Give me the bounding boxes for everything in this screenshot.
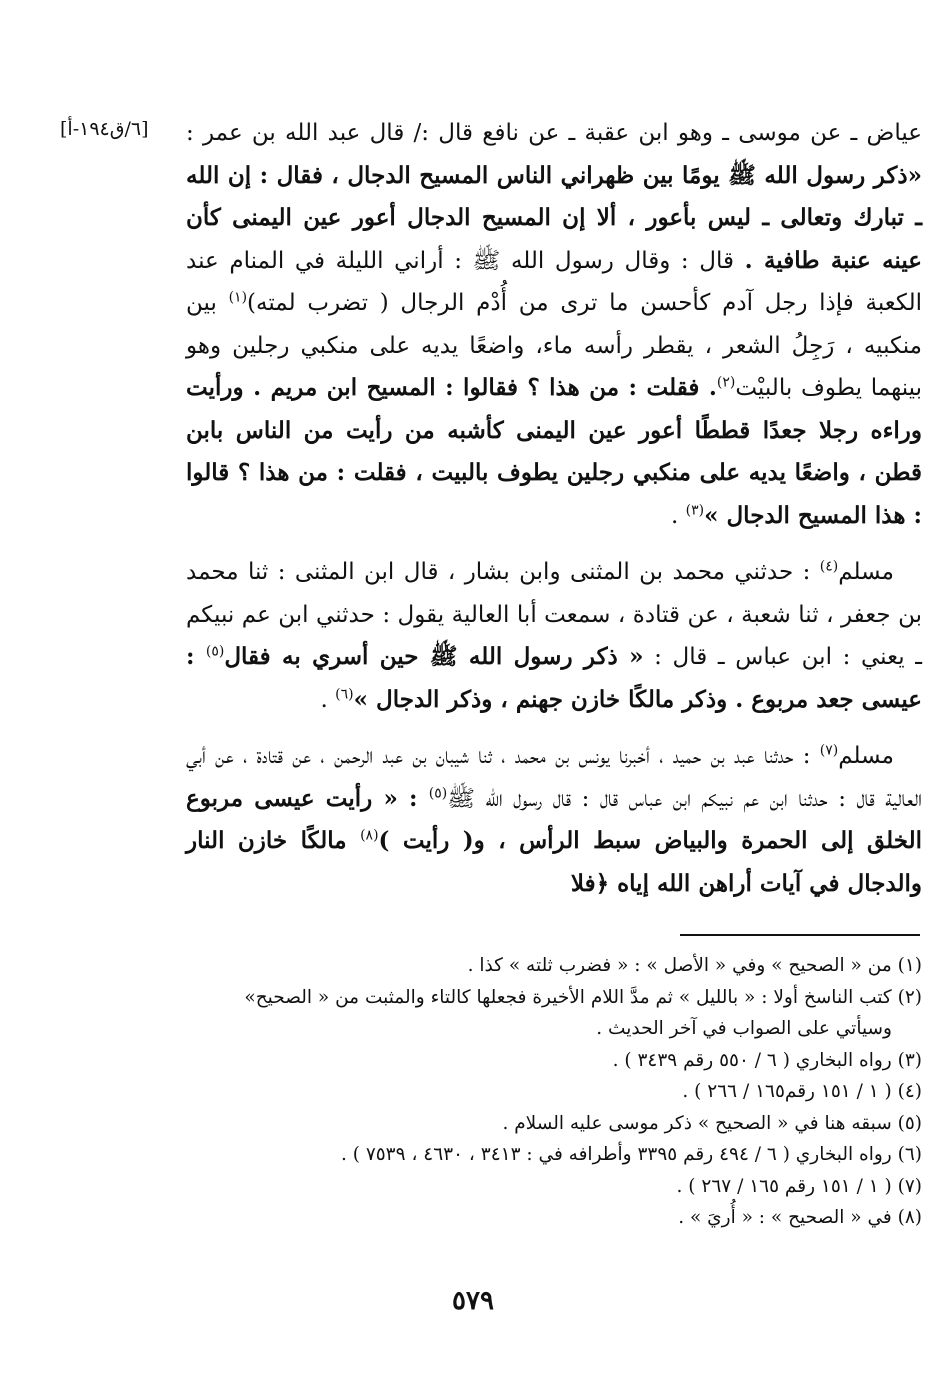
paragraph-muslim-second bbox=[186, 735, 922, 905]
footnote-4: (٤) ( ١ / ١٥١ رقم١٦٥ / ٢٦٦ ) . bbox=[682, 1081, 922, 1102]
hadith-text: « ذكر رسول الله ﷺ حين أسري به فقال bbox=[224, 643, 644, 670]
page-number: ٥٧٩ bbox=[452, 1286, 494, 1316]
footnote-marker[interactable]: (٥) bbox=[428, 784, 448, 801]
footnote-7: (٧) ( ١ / ١٥١ رقم ١٦٥ / ٢٦٧ ) . bbox=[676, 1175, 922, 1197]
footnote-marker[interactable]: (١) bbox=[228, 289, 248, 306]
footnote-marker[interactable]: (٥) bbox=[205, 643, 225, 660]
punctuation: . bbox=[671, 502, 686, 529]
manuscript-folio-reference: [٦/ق١٩٤-أ] bbox=[60, 118, 149, 140]
footnote-3: (٣) رواه البخاري ( ٦ / ٥٥٠ رقم ٣٤٣٩ ) . bbox=[612, 1049, 922, 1071]
footnote-5: (٥) سبقه هنا في « الصحيح » ذكر موسى عليه السلام . bbox=[502, 1112, 922, 1134]
isnad-text: : حدثني محمد بن المثنى وابن بشار ، قال ابن المثنى : ثنا محمد بن جعفر ، ثنا شعبة ، عن قتادة ، سمعت أبا العالية يقول : حدثني ابن عم نبيكم ـ يعني : ابن عباس ـ قال : bbox=[186, 559, 922, 670]
hadith-text: قال : وقال رسول الله ﷺ : أراني الليلة في المنام عند الكعبة فإذا رجل آدم كأحسن ما ترى من أُدْم الرجال ( تضرب لمته) bbox=[186, 247, 922, 316]
punctuation: . bbox=[320, 686, 336, 713]
footnote-1: (١) من « الصحيح » وفي « الأصل » : « فضرب ثلته » كذا . bbox=[467, 955, 922, 976]
footnote-8: (٨) في « الصحيح » : « أُريَ » . bbox=[678, 1207, 922, 1228]
source-label: مسلم bbox=[838, 743, 894, 769]
isnad-text: : حدثنا عبد بن حميد ، أخبرنا يونس بن محمد ، ثنا شيبان بن عبد الرحمن ، عن قتادة ، عن أبي العالية قال : حدثنا ابن عم نبيكم ابن عباس قال : قال رسول الله ﷺ bbox=[186, 743, 922, 812]
hadith-text: . فقلت : من هذا ؟ فقالوا : المسيح ابن مريم . ورأيت وراءه رجلا جعدًا قططًا أعور عين اليمنى كأشبه من رأيت من الناس بابن قطن ، واضعًا يديه على منكبي رجلين يطوف بالبيت ، فقلت : من هذا ؟ قالوا : هذا المسيح الدجال » bbox=[186, 374, 922, 529]
footnote-marker[interactable]: (٢) bbox=[716, 374, 736, 391]
hadith-text: مالكًا خازن النار والدجال في آيات أراهن الله إياه ﴿فلا bbox=[186, 827, 922, 897]
hadith-text: : « رأيت عيسى مربوع الخلق إلى الحمرة والبياض سبط الرأس ، و( رأيت ) bbox=[186, 784, 922, 854]
footnote-marker[interactable]: (٧) bbox=[819, 742, 839, 759]
hadith-text: : عيسى جعد مربوع . وذكر مالكًا خازن جهنم ، وذكر الدجال » bbox=[186, 643, 922, 713]
footnote-marker[interactable]: (٦) bbox=[335, 685, 354, 702]
hadith-text: «ذكر رسول الله ﷺ يومًا بين ظهراني الناس المسيح الدجال ، فقال : إن الله ـ تبارك وتعالى ـ ليس بأعور ، ألا إن المسيح الدجال أعور عين اليمنى كأن عينه عنبة طافية . bbox=[186, 161, 923, 274]
footnote-marker[interactable]: (٣) bbox=[685, 501, 705, 518]
isnad-text: عياض ـ عن موسى ـ وهو ابن عقبة ـ عن نافع قال :/ قال عبد الله بن عمر : bbox=[186, 120, 922, 146]
footnote-marker[interactable]: (٨) bbox=[360, 827, 379, 844]
source-label: مسلم bbox=[838, 559, 894, 585]
footnotes bbox=[186, 950, 922, 1234]
footnote-2-continuation: وسيأتي على الصواب في آخر الحديث . bbox=[596, 1018, 892, 1039]
footnote-separator bbox=[680, 934, 920, 936]
main-text bbox=[186, 112, 922, 905]
hadith-text: بين منكبيه ، رَجِلُ الشعر ، يقطر رأسه ماء، واضعًا يديه على منكبي رجلين وهو بينهما يطوف بالبيْت bbox=[186, 290, 922, 401]
footnote-2: (٢) كتب الناسخ أولا : « بالليل » ثم مدَّ اللام الأخيرة فجعلها كالتاء والمثبت من « الصحيح» bbox=[244, 986, 922, 1008]
paragraph-ibn-umar-hadith bbox=[186, 112, 922, 537]
footnote-6: (٦) رواه البخاري ( ٦ / ٤٩٤ رقم ٣٣٩٥ وأطرافه في : ٣٤١٣ ، ٤٦٣٠ ، ٧٥٣٩ ) . bbox=[340, 1144, 922, 1165]
footnote-marker[interactable]: (٤) bbox=[819, 558, 839, 575]
paragraph-muslim-first bbox=[186, 551, 922, 721]
